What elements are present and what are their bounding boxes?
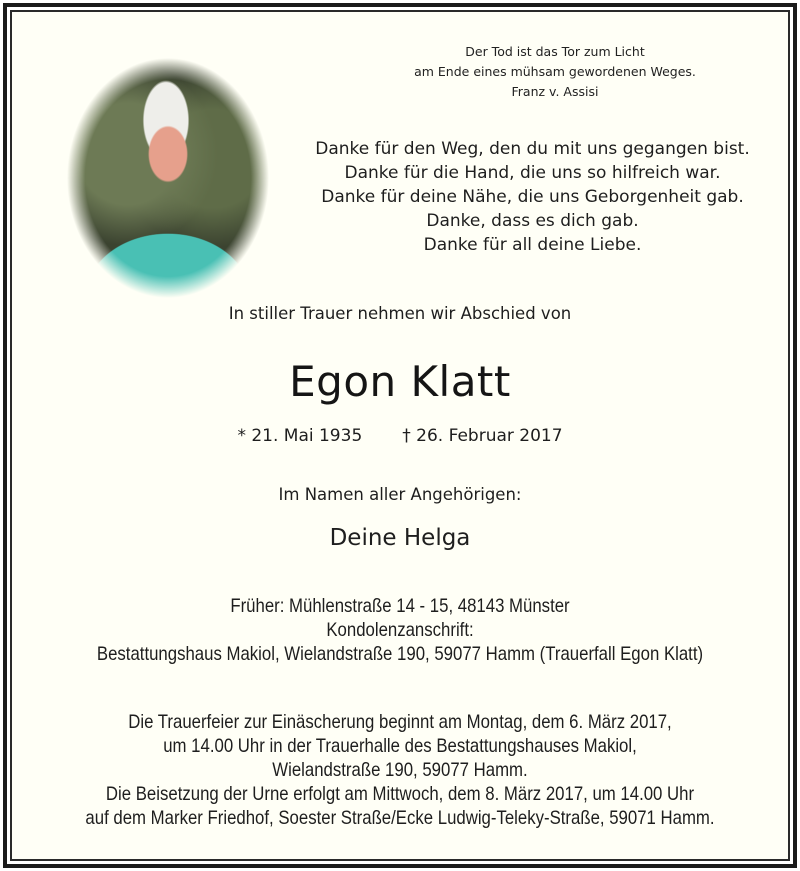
address-block (66, 594, 733, 666)
poem-line: Danke, dass es dich gab. (426, 211, 639, 231)
burial-line: Die Beisetzung der Urne erfolgt am Mittwoch, dem 8. März 2017, um 14.00 Uhr (105, 783, 695, 805)
quote-line: am Ende eines mühsam gewordenen Weges. (414, 64, 696, 79)
poem-line: Danke für den Weg, den du mit uns gegangen bist. (315, 139, 750, 159)
condolence-address: Bestattungshaus Makiol, Wielandstraße 190, 59077 Hamm (Trauerfall Egon Klatt) (96, 643, 704, 665)
poem-block (297, 137, 768, 257)
condolence-label: Kondolenzanschrift: (326, 619, 474, 641)
burial-line: auf dem Marker Friedhof, Soester Straße/Ecke Ludwig-Teleky-Straße, 59071 Hamm. (85, 807, 715, 829)
quote-author: Franz v. Assisi (511, 84, 599, 99)
life-dates (12, 426, 788, 446)
deceased-name: Egon Klatt (289, 357, 511, 406)
ceremony-line: Wielandstraße 190, 59077 Hamm. (272, 759, 528, 781)
ceremony-line: Die Trauerfeier zur Einäscherung beginnt am Montag, dem 6. März 2017, (128, 711, 672, 733)
poem-line: Danke für deine Nähe, die uns Geborgenheit gab. (321, 187, 744, 207)
death-date: † 26. Februar 2017 (402, 426, 563, 446)
intro-text: In stiller Trauer nehmen wir Abschied von (228, 304, 572, 323)
poem-line: Danke für die Hand, die uns so hilfreich war. (344, 163, 721, 183)
quote-block (392, 42, 718, 102)
former-address: Früher: Mühlenstraße 14 - 15, 48143 Münster (230, 595, 570, 617)
obituary-card (10, 10, 790, 861)
birth-date: * 21. Mai 1935 (237, 426, 363, 446)
portrait-photo (67, 58, 269, 298)
signer-name: Deine Helga (329, 525, 471, 551)
poem-line: Danke für all deine Liebe. (423, 235, 642, 255)
signer-label: Im Namen aller Angehörigen: (278, 485, 522, 504)
quote-line: Der Tod ist das Tor zum Licht (465, 44, 645, 59)
ceremony-block (66, 710, 733, 830)
ceremony-line: um 14.00 Uhr in der Trauerhalle des Bestattungshauses Makiol, (163, 735, 637, 757)
